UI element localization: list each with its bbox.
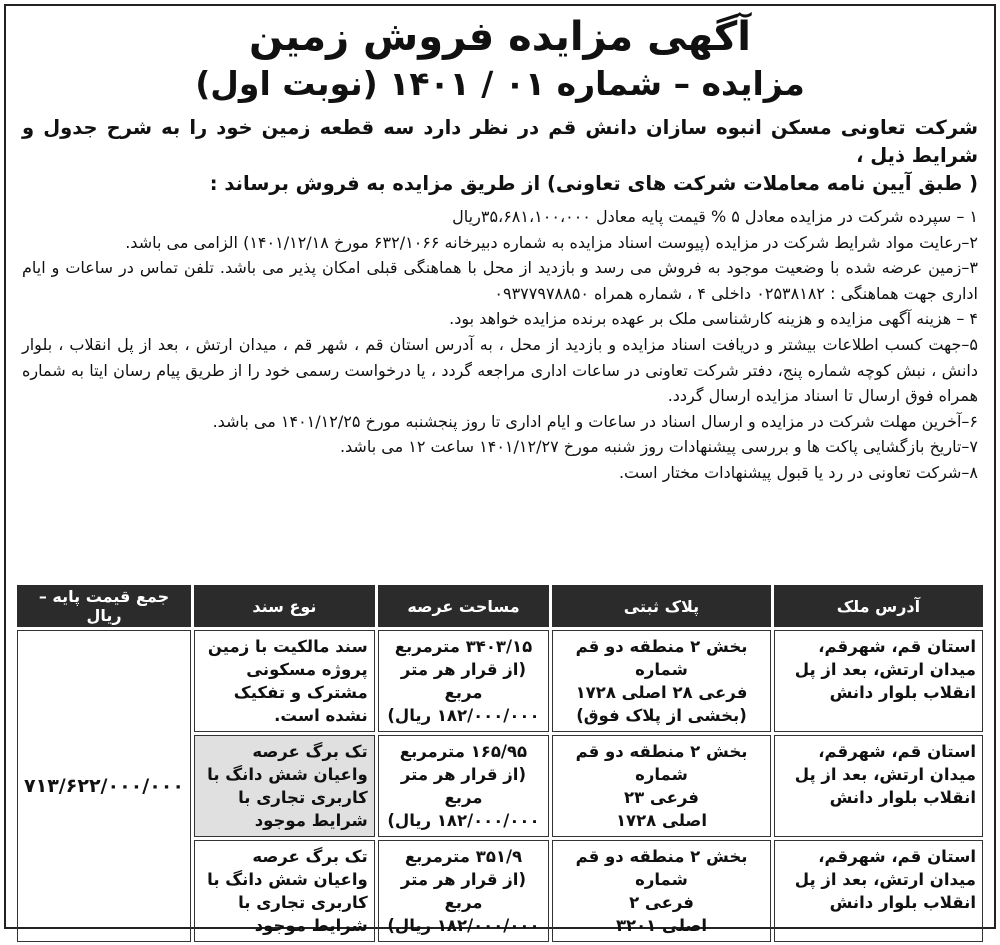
header-address: آدرس ملک [774,585,983,627]
plate-line: فرعی ۲ [629,893,694,912]
notice-title: آگهی مزایده فروش زمین [249,14,751,60]
plate-line: اصلی ۳۲۰۱ [615,916,708,935]
intro-line: شرکت تعاونی مسکن انبوه سازان دانش قم در نظر دارد سه قطعه زمین خود را به شرح جدول و شرایط ذیل ، [22,116,978,167]
area-line: ۳۵۱/۹ مترمربع [404,847,523,866]
area-line: ۱۶۵/۹۵ مترمربع [399,742,528,761]
header-total: جمع قیمت پایه – ریال [17,585,191,627]
plate-line: اصلی ۱۷۲۸ [615,811,708,830]
plate-cell [552,735,771,837]
condition-item: ۵–جهت کسب اطلاعات بیشتر و دریافت اسناد مزایده و بازدید از محل ، به آدرس استان قم ، شهر قم ، میدان ارتش ، بعد از پل انقلاب ، بلوار دانش ، نبش کوچه شماره پنج، دفتر شرکت تعاونی در ساعات اداری مراجعه گردد ، یا درخواست رسمی خود را از طریق پیام رسان ایتا به شماره همراه فوق ارسال تا اسناد مزایده ارسال گردد. [22,334,978,406]
condition-item: ۴ – هزینه آگهی مزایده و هزینه کارشناسی ملک بر عهده برنده مزایده خواهد بود. [449,309,978,329]
address-cell: استان قم، شهرقم، میدان ارتش، بعد از پل انقلاب بلوار دانش [774,840,983,942]
area-line: (از قرار هر متر مربع [400,660,526,702]
area-line: ۱۸۲/۰۰۰/۰۰۰ ریال) [387,811,540,830]
intro-line: ( طبق آیین نامه معاملات شرکت های تعاونی) از طریق مزایده به فروش برساند : [209,172,978,195]
auction-notice [4,4,996,935]
condition-item: ۳–زمین عرضه شده با وضعیت موجود به فروش می رسد و بازدید از محل با هماهنگی قبلی امکان پذیر می باشد. تلفن تماس در ساعات و ایام اداری جهت هماهنگی : ۰۲۵۳۸۱۸۲ داخلی ۴ ، شماره همراه ۰۹۳۷۷۹۷۸۸۵۰ [22,258,978,303]
area-line: (از قرار هر متر مربع [400,765,526,807]
area-line: ۱۸۲/۰۰۰/۰۰۰ ریال) [387,916,540,935]
deed-cell: سند مالکیت با زمین پروژه مسکونی مشترک و تفکیک نشده است. [194,630,375,732]
property-table [14,582,986,945]
plate-line: فرعی ۲۸ اصلی ۱۷۲۸ [575,683,748,702]
header-plate: پلاک ثبتی [552,585,771,627]
deed-cell: تک برگ عرصه واعیان شش دانگ با کاربری تجاری با شرایط موجود [194,840,375,942]
plate-line: بخش ۲ منطقه دو قم شماره [575,847,748,889]
condition-item: ۱ – سپرده شرکت در مزایده معادل ۵ % قیمت پایه معادل ۳۵،۶۸۱،۱۰۰،۰۰۰ریال [452,207,978,226]
condition-item: ۲–رعایت مواد شرایط شرکت در مزایده (پیوست اسناد مزایده به شماره دبیرخانه ۶۳۲/۱۰۶۶ مورخ ۱۴۰۱/۱۲/۱۸) الزامی می باشد. [125,232,978,252]
area-cell [378,840,549,942]
plate-cell [552,630,771,732]
deed-cell: تک برگ عرصه واعیان شش دانگ با کاربری تجاری با شرایط موجود [194,735,375,837]
table-header-row [17,585,983,627]
area-line: ۱۸۲/۰۰۰/۰۰۰ ریال) [387,706,540,725]
address-cell: استان قم، شهرقم، میدان ارتش، بعد از پل انقلاب بلوار دانش [774,630,983,732]
area-cell [378,735,549,837]
plate-line: (بخشی از پلاک فوق) [576,706,747,725]
header-area: مساحت عرصه [378,585,549,627]
plate-line: بخش ۲ منطقه دو قم شماره [575,742,748,784]
intro-paragraph [22,114,978,198]
plate-line: فرعی ۲۳ [624,788,699,807]
header-deed: نوع سند [194,585,375,627]
notice-subtitle: مزایده – شماره ۰۱ / ۱۴۰۱ (نوبت اول) [195,64,805,103]
condition-item: ۶–آخرین مهلت شرکت در مزایده و ارسال اسناد در ساعات و ایام اداری تا روز پنجشنبه مورخ ۱۴۰۱/۱۲/۲۵ می باشد. [212,411,978,431]
total-price-cell: ۷۱۳/۶۲۲/۰۰۰/۰۰۰ [17,630,191,942]
plate-line: بخش ۲ منطقه دو قم شماره [575,637,748,679]
plate-cell [552,840,771,942]
area-cell [378,630,549,732]
conditions-list [22,204,978,486]
address-cell: استان قم، شهرقم، میدان ارتش، بعد از پل انقلاب بلوار دانش [774,735,983,837]
area-line: (از قرار هر متر مربع [400,870,526,912]
condition-item: ۸–شرکت تعاونی در رد یا قبول پیشنهادات مختار است. [618,462,978,482]
table-row [17,630,983,732]
condition-item: ۷–تاریخ بازگشایی پاکت ها و بررسی پیشنهادات روز شنبه مورخ ۱۴۰۱/۱۲/۲۷ ساعت ۱۲ می باشد. [339,437,978,457]
area-line: ۳۴۰۳/۱۵ مترمربع [394,637,533,656]
